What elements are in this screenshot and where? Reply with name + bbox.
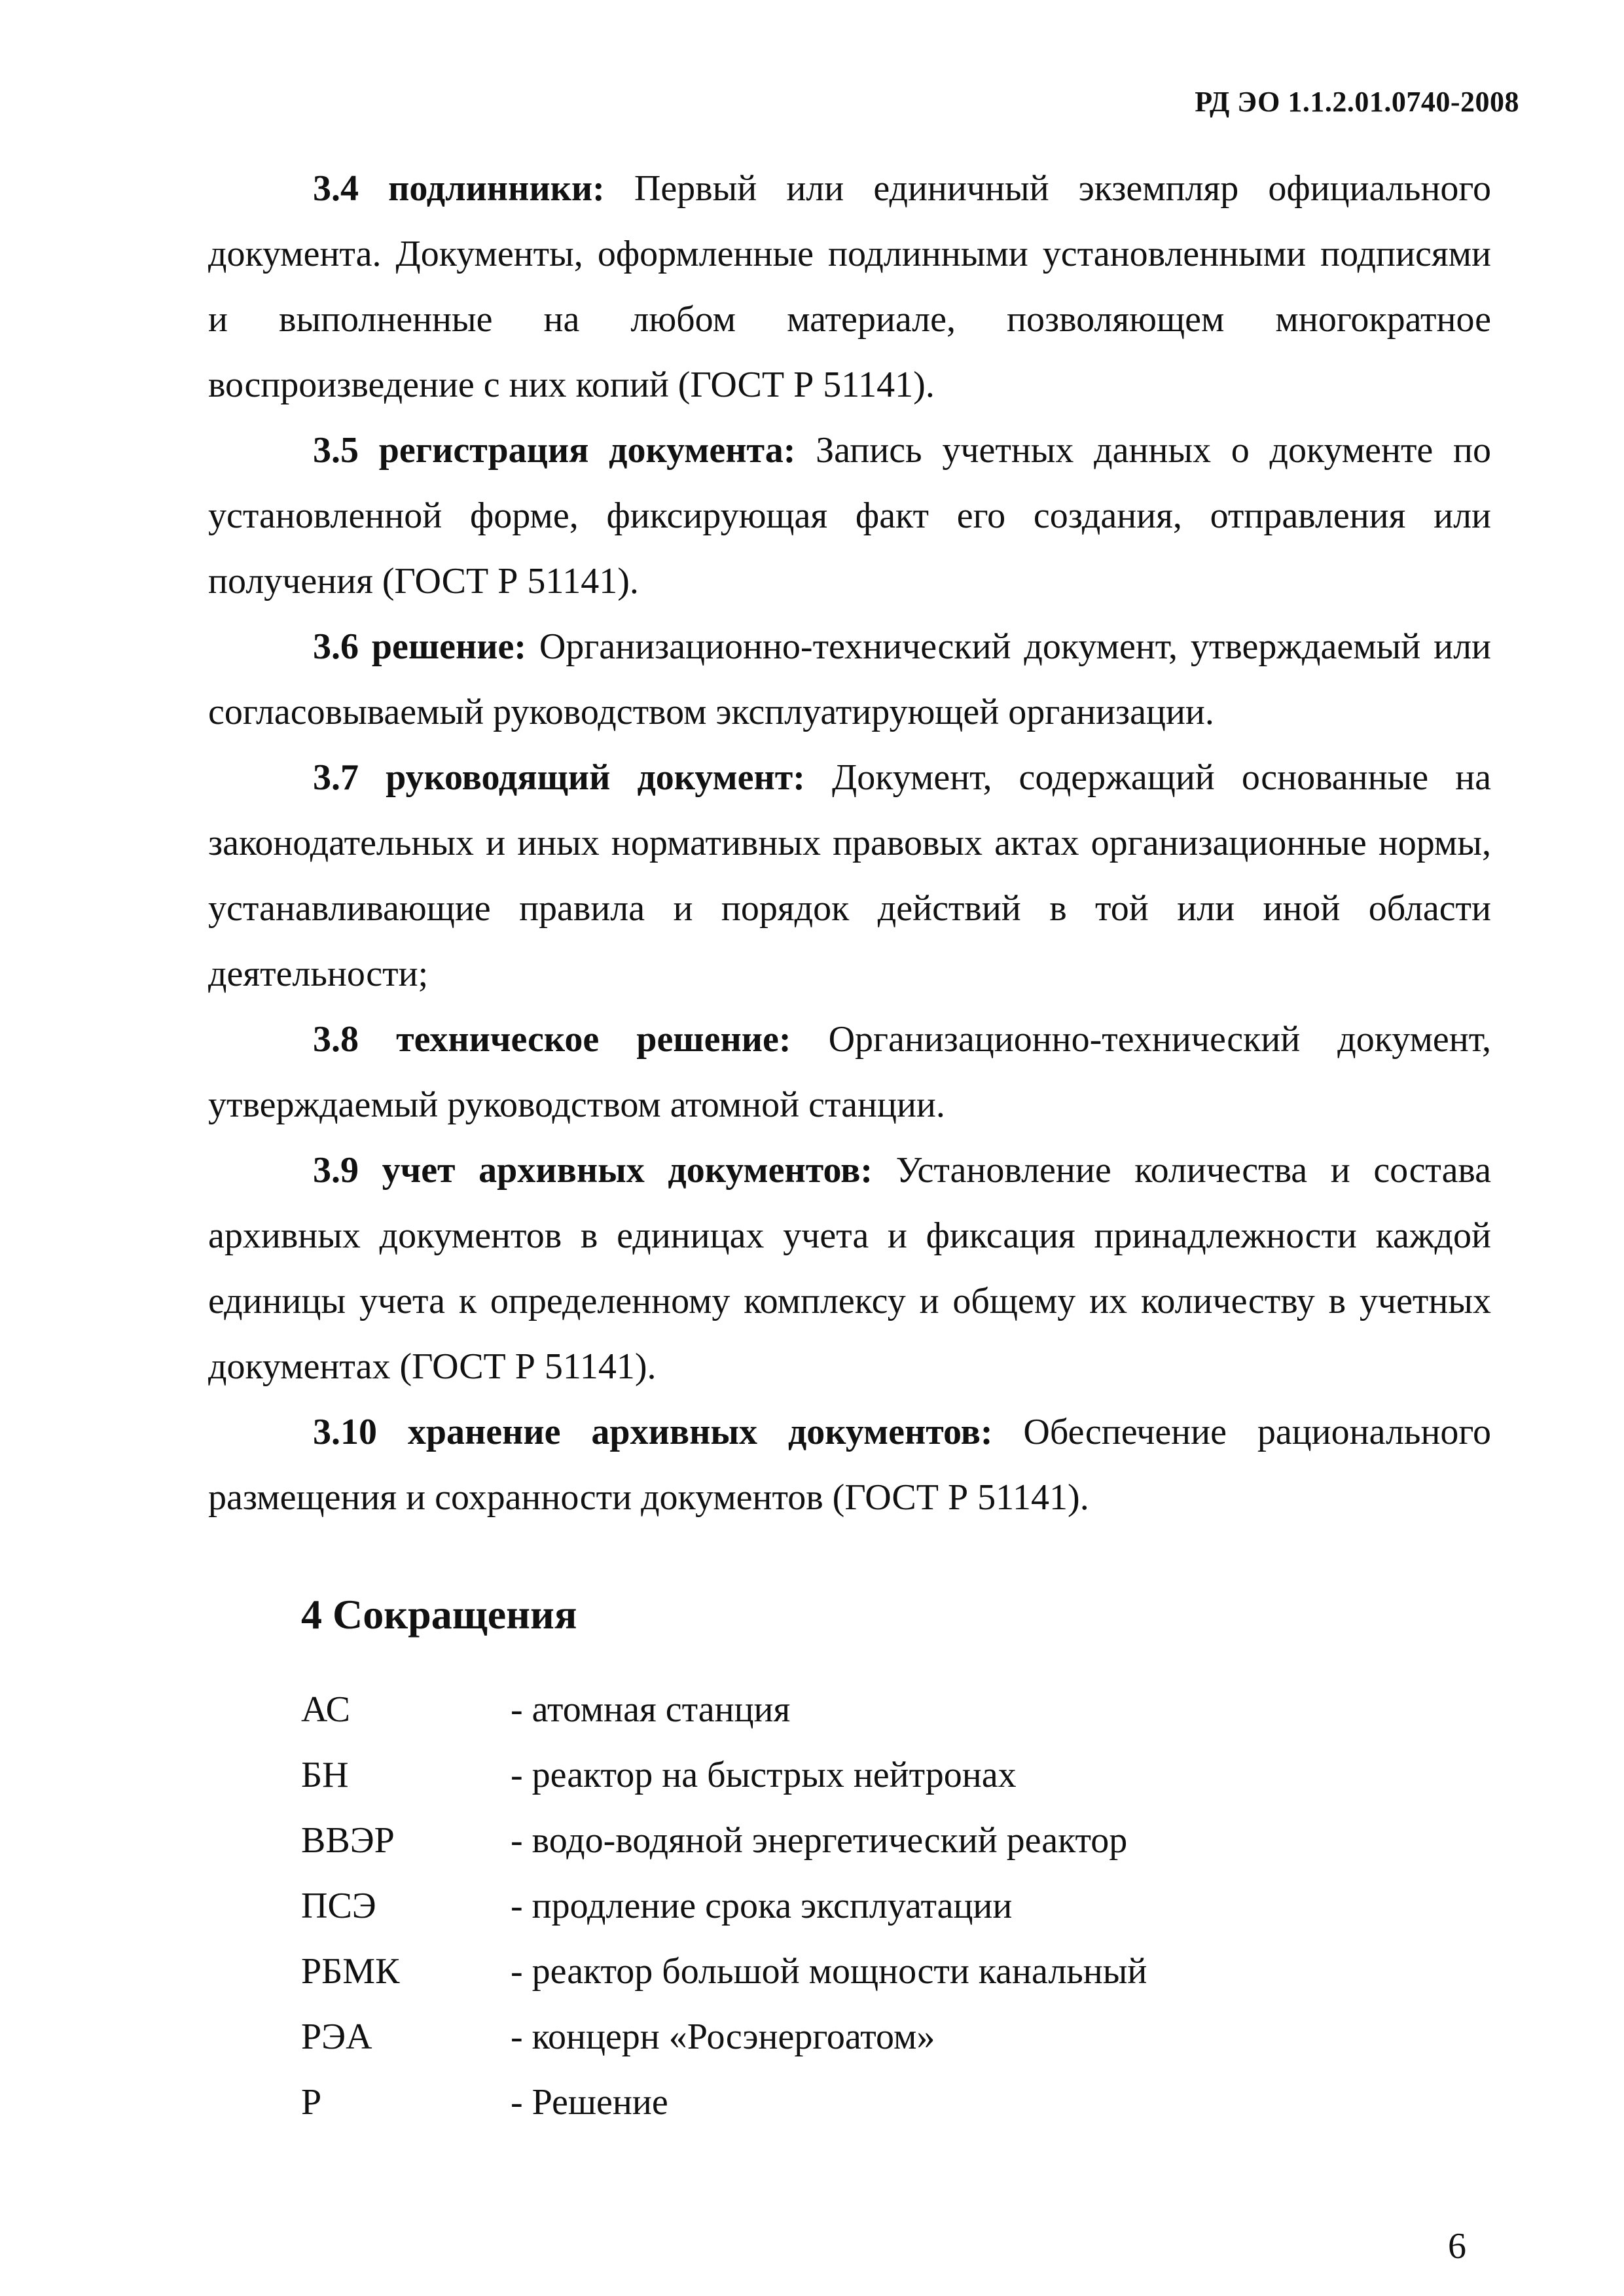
definition-paragraph [208, 1007, 1491, 1138]
abbreviation-meaning: - реактор на быстрых нейтронах [511, 1755, 1017, 1795]
abbreviation-code: Р [301, 2082, 322, 2123]
abbreviation-code: БН [301, 1755, 349, 1795]
abbreviation-row [301, 2081, 1147, 2147]
abbreviation-code: РЭА [301, 2017, 372, 2057]
abbreviation-meaning: - концерн «Росэнергоатом» [511, 2017, 935, 2057]
abbreviation-row [301, 2016, 1147, 2081]
definition-term: 3.9 учет архивных документов: [313, 1150, 873, 1191]
definition-term: 3.6 решение: [313, 626, 527, 667]
abbreviations-list [301, 1689, 1147, 2147]
definition-paragraph [208, 1138, 1491, 1399]
abbreviation-row [301, 1885, 1147, 1950]
page-number: 6 [1448, 2226, 1466, 2267]
document-code-header: РД ЭО 1.1.2.01.0740-2008 [1195, 86, 1519, 118]
abbreviation-code: АС [301, 1689, 351, 1730]
abbreviation-row [301, 1950, 1147, 2016]
definition-paragraph [208, 745, 1491, 1007]
definitions-body [208, 156, 1491, 1530]
definition-paragraph [208, 1399, 1491, 1530]
abbreviation-meaning: - водо-водяной энергетический реактор [511, 1820, 1128, 1861]
definition-term: 3.7 руководящий документ: [313, 757, 805, 798]
section-title-abbreviations: 4 Сокращения [301, 1591, 577, 1638]
abbreviation-code: ВВЭР [301, 1820, 395, 1861]
abbreviation-code: ПСЭ [301, 1886, 376, 1926]
definition-term: 3.5 регистрация документа: [313, 430, 796, 471]
definition-term: 3.10 хранение архивных документов: [313, 1412, 993, 1452]
abbreviation-meaning: - Решение [511, 2082, 668, 2123]
abbreviation-meaning: - продление срока эксплуатации [511, 1886, 1013, 1926]
definition-term: 3.8 техническое решение: [313, 1019, 791, 1060]
abbreviation-meaning: - реактор большой мощности канальный [511, 1951, 1147, 1992]
abbreviation-row [301, 1689, 1147, 1754]
definition-text: Установление количества и состава архивных документов в единицах учета и фиксация принадлежности каждой единицы учета к определенному комплексу и общему их количеству в учетных документах (ГОСТ Р 51141). [208, 1150, 1491, 1387]
abbreviation-row [301, 1820, 1147, 1885]
definition-term: 3.4 подлинники: [313, 168, 605, 209]
definition-paragraph [208, 156, 1491, 418]
definition-paragraph [208, 418, 1491, 614]
abbreviation-meaning: - атомная станция [511, 1689, 791, 1730]
definition-text: Документ, содержащий основанные на законодательных и иных нормативных правовых актах организационные нормы, устанавливающие правила и порядок действий в той или иной области деятельности; [208, 757, 1491, 994]
definition-text: Первый или единичный экземпляр официального документа. Документы, оформленные подлинными установленными подписями и выполненные на любом материале, позволяющем многократное воспроизведение с них копий (ГОСТ Р 51141). [208, 168, 1491, 405]
abbreviation-row [301, 1754, 1147, 1820]
definition-text: Организационно-технический документ, утверждаемый или согласовываемый руководством эксплуатирующей организации. [208, 626, 1491, 732]
definition-text: Запись учетных данных о документе по установленной форме, фиксирующая факт его создания, отправления или получения (ГОСТ Р 51141). [208, 430, 1491, 601]
definition-text: Организационно-технический документ, утверждаемый руководством атомной станции. [208, 1019, 1491, 1125]
definition-text: Обеспечение рационального размещения и сохранности документов (ГОСТ Р 51141). [208, 1412, 1491, 1518]
abbreviation-code: РБМК [301, 1951, 400, 1992]
definition-paragraph [208, 614, 1491, 745]
